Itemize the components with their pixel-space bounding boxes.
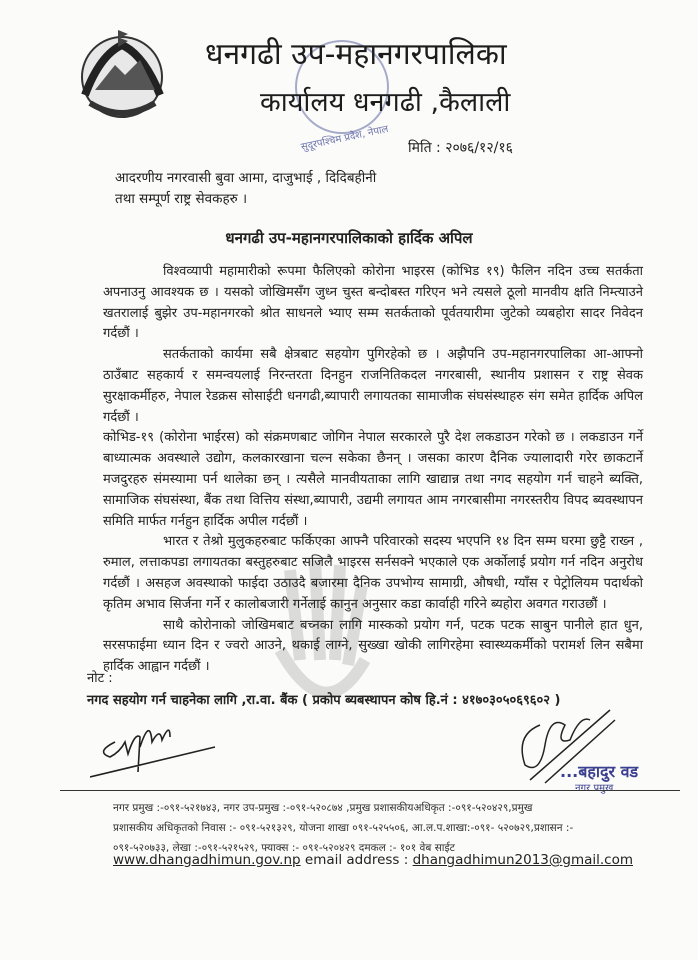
- nepal-government-emblem: [70, 25, 175, 125]
- stamp-text: सुदूरपश्चिम प्रदेश, नेपाल: [300, 123, 390, 154]
- footer-divider: [60, 790, 680, 791]
- contact-footer: [113, 798, 673, 858]
- footer-line: प्रशासकीय अधिकृतको निवास :- ०९१-५२१३२९, योजना शाखा ०९१-५२५५०६, आ.ल.प.शाखा:-०९१- ५२०७२९,प्रशासन :-: [113, 822, 574, 834]
- office-subtitle: कार्यालय धनगढी ,कैलाली: [260, 87, 511, 118]
- salutation: [115, 168, 376, 210]
- mayor-title: नगर प्रमुख: [575, 783, 614, 794]
- signature-left: [90, 712, 220, 782]
- footer-links: [113, 852, 633, 868]
- website-link[interactable]: www.dhangadhimun.gov.np: [113, 852, 301, 868]
- body-paragraph: भारत र तेश्रो मुलुकहरुबाट फर्किएका आफ्नै परिवारको सदस्य भएपनि १४ दिन सम्म घरमा छुट्टै राख्न , रुमाल, लत्ताकपडा लगायतका बस्तुहरुबाट सजिलै भाइरस सर्नसक्ने भएकाले एक अर्कोलाई प्रयोग गर्न नदिन अनुरोध गर्दछौं । असहज अवस्थाको फाईदा उठाउदै बजारमा दैनिक उपभोग्य सामाग्री, औषधी, ग्याँस र पेट्रोलियम पदार्थको कृतिम अभाव सिर्जना गर्ने र कालोबजारी गर्नेलाई कानुन अनुसार कडा कार्वाही गरिने ब्यहोरा अवगत गराउछौं ।: [103, 534, 643, 612]
- office-title: धनगढी उप-महानगरपालिका: [205, 37, 507, 72]
- mayor-name: ...बहादुर वड: [560, 762, 639, 781]
- body-paragraph: सतर्कताको कार्यमा सबै क्षेत्रबाट सहयोग पुगिरहेको छ । अझैपनि उप-महानगरपालिका आ-आफ्नो ठाउँबाट सहकार्य र समन्वयलाई निरन्तरता दिनहुन राजनितिकदल नगरबासी, स्थानीय प्रशासन र राष्ट्र सेवक सुरक्षाकर्मीहरु, नेपाल रेडक्रस सोसाईटी धनगढी,ब्यापारी लगायतका सामाजीक संघसंस्थाहरु संग समेत हार्दिक अपिल गर्दछौं ।: [103, 347, 643, 425]
- email-link[interactable]: dhangadhimun2013@gmail.com: [412, 852, 634, 868]
- salutation-line: तथा सम्पूर्ण राष्ट्र सेवकहरु ।: [115, 191, 248, 207]
- footer-line: नगर प्रमुख :-०९१-५२१७४३, नगर उप-प्रमुख :-०९१-५२०८७४ ,प्रमुख प्रशासकीयअधिकृत :-०९१-५२०४२९,प्रमुख: [113, 802, 533, 814]
- note-text: नगद सहयोग गर्न चाहनेका लागि ,रा.वा. बैंक ( प्रकोप ब्यबस्थापन कोष हि.नं : ४१७०३०५०६९६०२ ): [87, 693, 561, 708]
- email-label: email address :: [304, 852, 409, 868]
- note-label: नोट :: [87, 671, 113, 686]
- body-paragraph: विश्वव्यापी महामारीको रूपमा फैलिएको कोरोना भाइरस (कोभिड १९) फैलिन नदिन उच्च सतर्कता अपनाउनु आवश्यक छ । यसको जोखिमसँग जुध्न चुस्त बन्दोबस्त गरिएन भने त्यसले ठूलो मानवीय क्षति निम्त्याउने खतरालाई बुझेर उप-महानगरको श्रोत साधनले भ्याए सम्म सतर्कताको पूर्वतयारीमा जुटेको व्यबहोरा सादर निवेदन गर्दछौं ।: [103, 264, 643, 342]
- letter-date: मिति : २०७६/१२/१६: [408, 140, 513, 156]
- body-paragraph: कोभिड-१९ (कोरोना भाईरस) को संक्रमणबाट जोगिन नेपाल सरकारले पुरै देश लकडाउन गरेको छ । लकडाउन गर्ने बाध्यात्मक अवस्थाले उद्योग, कलकारखाना चल्न सकेका छैनन् । जसका कारण दैनिक ज्यालादारी गरेर छाकटार्ने मजदुरहरु संमस्यामा पर्न थालेका छन् । त्यसैले मानवीयताका लागि खाद्यान्न तथा नगद सहयोग गर्न चाहने ब्यक्ति, सामाजिक संघसंस्था, बैंक तथा वित्तिय संस्था,ब्यापारी, उद्यमी लगायत आम नगरबासीमा नगरस्तरीय विपद ब्यवस्थापन समिति मार्फत गर्नहुन हार्दिक अपील गर्दछौं ।: [103, 430, 643, 529]
- letter-body: [103, 262, 643, 678]
- footer-line: ०९१-५२०७३३, लेखा :-०९१-५२१५२९, फ्याक्स :- ०९१-५२०४२९ दमकल :- १०१ वेब साईट: [113, 842, 455, 854]
- body-paragraph: साथै कोरोनाको जोखिमबाट बच्नका लागि मास्कको प्रयोग गर्न, पटक पटक साबुन पानीले हात धुन, सरसफाईमा ध्यान दिन र ज्वरो आउने, थकाई लाग्ने, सुख्खा खोकी लागिरहेमा स्वास्थ्यकर्मीको परामर्श लिन सबैमा हार्दिक आह्वान गर्दछौं ।: [103, 617, 643, 675]
- salutation-line: आदरणीय नगरवासी बुवा आमा, दाजुभाई , दिदिबहीनी: [115, 170, 377, 186]
- letter-heading: धनगढी उप-महानगरपालिकाको हार्दिक अपिल: [225, 229, 473, 247]
